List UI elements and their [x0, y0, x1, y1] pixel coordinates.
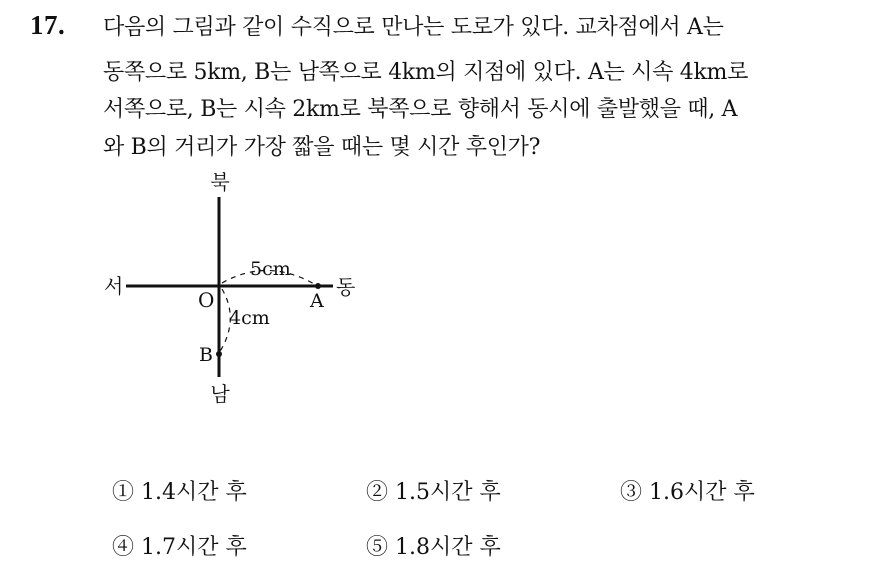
east-label: 동: [336, 275, 356, 299]
question-line-2: 동쪽으로 5km, B는 남쪽으로 4km의 지점에 있다. A는 시속 4km로: [103, 60, 749, 85]
choice-4-mark: ④: [112, 535, 135, 560]
choice-1[interactable]: [112, 475, 247, 506]
choice-4[interactable]: [112, 530, 247, 561]
choice-2[interactable]: [366, 475, 501, 506]
choice-3-text: 1.6시간 후: [649, 480, 755, 505]
dist-a-label: 5cm: [250, 258, 291, 280]
crossroad-figure: [88, 165, 388, 415]
choice-1-mark: ①: [112, 480, 135, 505]
question-line-4: 와 B의 거리가 가장 짧을 때는 몇 시간 후인가?: [103, 135, 541, 160]
point-b-dot: [216, 351, 222, 357]
choice-1-text: 1.4시간 후: [141, 480, 247, 505]
point-a-dot: [315, 283, 321, 289]
point-b-label: B: [199, 344, 213, 366]
north-label: 북: [210, 170, 230, 194]
choice-5-text: 1.8시간 후: [395, 535, 501, 560]
south-label: 남: [210, 382, 230, 406]
choice-4-text: 1.7시간 후: [141, 535, 247, 560]
choice-3[interactable]: [620, 475, 755, 506]
dist-b-label: 4cm: [229, 307, 270, 329]
west-label: 서: [104, 274, 124, 298]
choice-5-mark: ⑤: [366, 535, 389, 560]
choice-5[interactable]: [366, 530, 501, 561]
choice-3-mark: ③: [620, 480, 643, 505]
question-line-3: 서쪽으로, B는 시속 2km로 북쪽으로 향해서 동시에 출발했을 때, A: [103, 97, 738, 122]
choice-2-mark: ②: [366, 480, 389, 505]
question-number: 17.: [30, 10, 66, 40]
point-a-label: A: [310, 290, 324, 312]
choice-2-text: 1.5시간 후: [395, 480, 501, 505]
origin-label: O: [198, 288, 215, 312]
question-line-1: 다음의 그림과 같이 수직으로 만나는 도로가 있다. 교차점에서 A는: [103, 15, 724, 40]
